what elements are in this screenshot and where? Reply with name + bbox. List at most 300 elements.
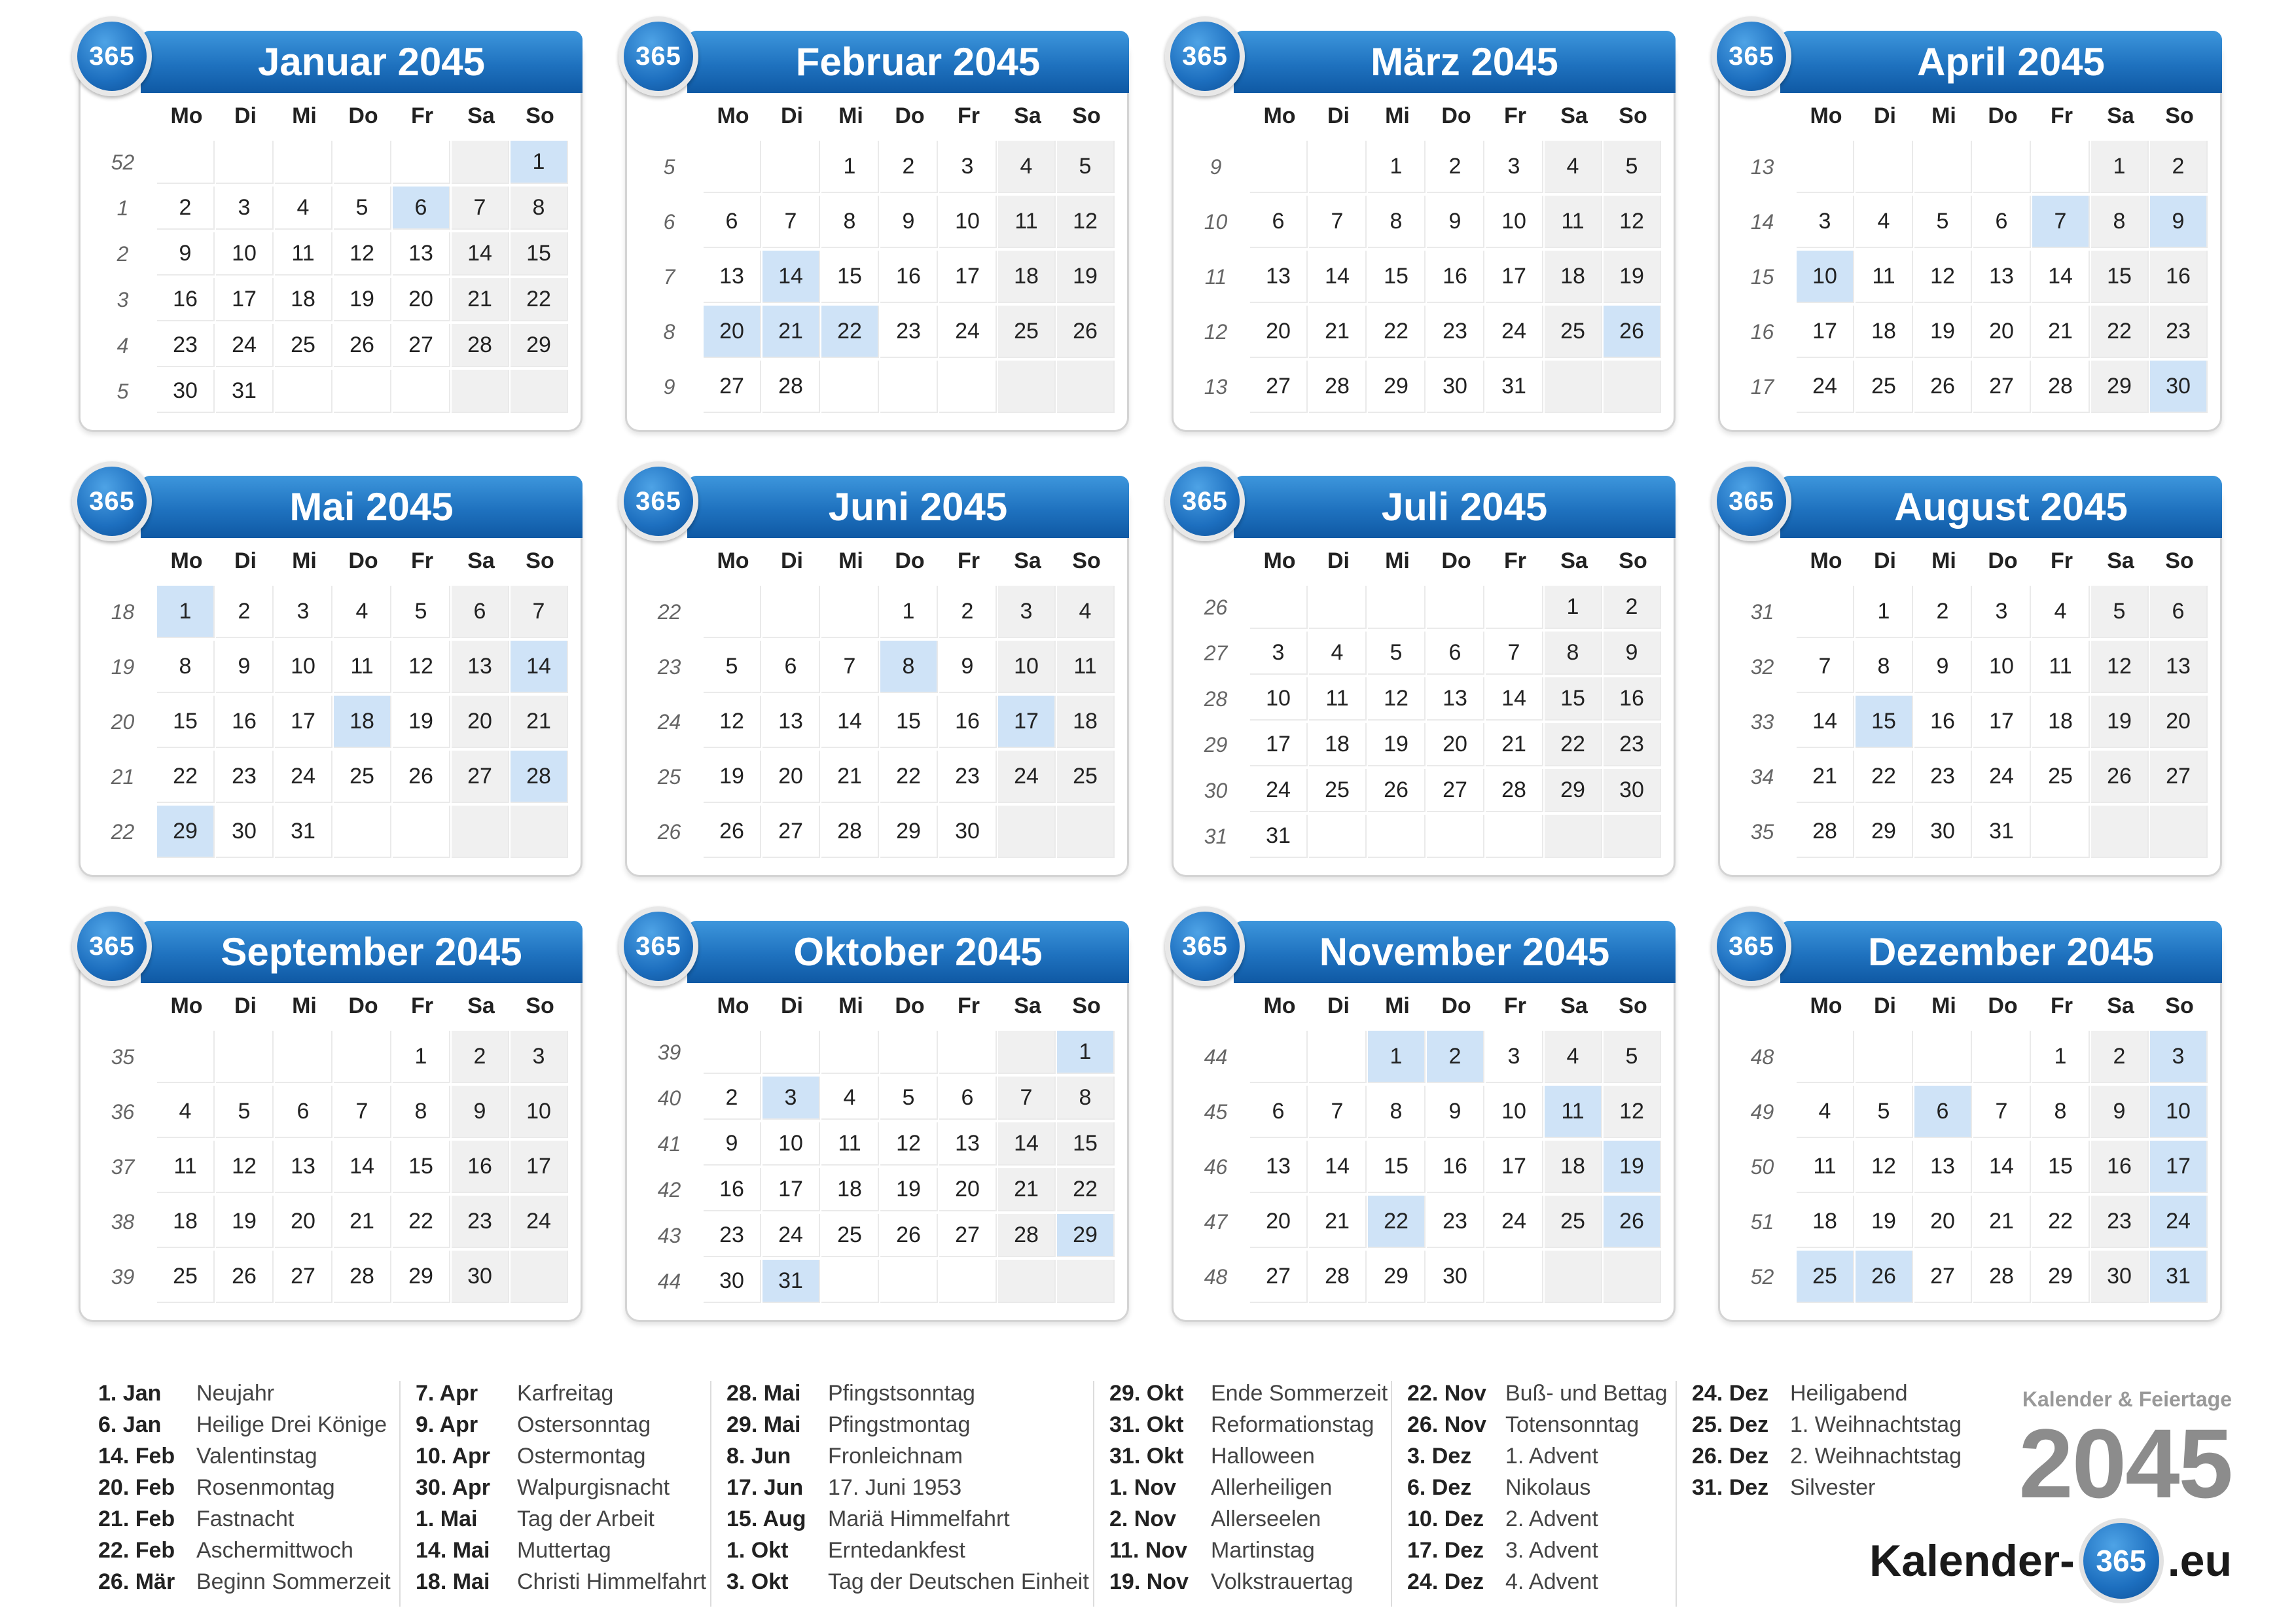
day-cell: 6 — [939, 1077, 997, 1120]
day-cell — [334, 141, 391, 184]
day-cell: 25 — [334, 751, 391, 803]
day-cell: 15 — [157, 696, 215, 748]
day-cell: 7 — [511, 586, 568, 638]
day-cell — [821, 586, 879, 638]
week-number: 34 — [1750, 765, 1774, 789]
day-cell: 12 — [1604, 196, 1661, 248]
day-cell — [452, 806, 509, 858]
week-number: 37 — [111, 1155, 135, 1179]
day-cell: 19 — [2091, 696, 2149, 748]
day-cell: 11 — [821, 1122, 879, 1166]
legend-date: 29. Mai — [726, 1412, 801, 1437]
day-cell: 10 — [275, 641, 332, 693]
weekday-header: Sa — [2107, 548, 2134, 573]
day-cell: 1 — [880, 586, 938, 638]
day-cell: 14 — [762, 251, 820, 303]
weekday-header: Mi — [1385, 103, 1410, 128]
day-cell: 4 — [1057, 586, 1115, 638]
day-cell: 6 — [393, 187, 450, 230]
day-cell: 16 — [216, 696, 274, 748]
day-cell: 3 — [1486, 1031, 1543, 1083]
day-cell: 23 — [1604, 723, 1661, 766]
day-cell — [1604, 1251, 1661, 1303]
day-cell — [511, 1251, 568, 1303]
weekday-header: Di — [781, 103, 803, 128]
legend-holiday-name: 2. Weihnachtstag — [1790, 1444, 1962, 1469]
day-cell: 2 — [1427, 141, 1484, 193]
weekday-header: Di — [781, 993, 803, 1018]
day-cell: 26 — [704, 806, 761, 858]
day-cell: 18 — [821, 1168, 879, 1211]
day-cell: 5 — [880, 1077, 938, 1120]
week-number: 22 — [111, 820, 135, 844]
legend-date: 24. Dez — [1407, 1569, 1484, 1594]
day-cell: 28 — [1486, 769, 1543, 812]
day-cell: 8 — [1856, 641, 1913, 693]
day-cell: 11 — [1545, 196, 1602, 248]
day-cell: 25 — [275, 324, 332, 367]
week-number: 43 — [657, 1224, 681, 1247]
day-cell: 8 — [1368, 1086, 1426, 1138]
day-cell: 24 — [998, 751, 1056, 803]
day-cell — [1545, 361, 1602, 413]
legend-date: 18. Mai — [416, 1569, 490, 1594]
legend-date: 14. Feb — [98, 1444, 175, 1469]
weekday-header: Mo — [170, 993, 203, 1018]
legend-holiday-name: Heilige Drei Könige — [196, 1412, 387, 1437]
week-number: 31 — [1750, 600, 1774, 624]
day-cell: 1 — [511, 141, 568, 184]
day-cell — [939, 361, 997, 413]
weekday-header: Fr — [1504, 993, 1526, 1018]
day-cell: 2 — [1604, 586, 1661, 629]
legend-date: 1. Nov — [1109, 1475, 1177, 1500]
month-card — [625, 13, 1129, 432]
day-cell: 29 — [880, 806, 938, 858]
day-cell: 1 — [157, 586, 215, 638]
weekday-header: Sa — [1560, 103, 1588, 128]
weekday-header: Fr — [411, 103, 433, 128]
day-cell: 3 — [1973, 586, 2031, 638]
day-cell — [1250, 1031, 1308, 1083]
day-cell: 11 — [334, 641, 391, 693]
day-cell: 1 — [1368, 141, 1426, 193]
day-cell: 22 — [2032, 1196, 2090, 1248]
weekday-header: So — [1619, 993, 1647, 1018]
day-cell: 14 — [998, 1122, 1056, 1166]
week-number: 26 — [657, 820, 681, 844]
day-cell — [1797, 586, 1854, 638]
day-cell: 23 — [452, 1196, 509, 1248]
day-cell: 15 — [1368, 251, 1426, 303]
legend-date: 7. Apr — [416, 1381, 478, 1406]
day-cell: 19 — [1604, 251, 1661, 303]
day-cell: 30 — [2150, 361, 2208, 413]
weekday-header: Di — [781, 548, 803, 573]
day-cell: 26 — [1604, 306, 1661, 358]
month-card — [1172, 458, 1676, 877]
day-cell: 21 — [1309, 1196, 1367, 1248]
day-cell: 6 — [1250, 196, 1308, 248]
day-cell: 12 — [2091, 641, 2149, 693]
day-cell: 4 — [275, 187, 332, 230]
day-cell: 21 — [2032, 306, 2090, 358]
day-cell: 6 — [762, 641, 820, 693]
day-cell: 12 — [1604, 1086, 1661, 1138]
day-cell: 9 — [2150, 196, 2208, 248]
day-cell: 25 — [998, 306, 1056, 358]
day-cell: 20 — [1914, 1196, 1972, 1248]
day-cell: 26 — [2091, 751, 2149, 803]
day-cell: 9 — [157, 232, 215, 276]
day-cell: 5 — [216, 1086, 274, 1138]
week-number: 48 — [1204, 1265, 1228, 1289]
week-number: 29 — [1204, 733, 1228, 757]
month-card — [1172, 903, 1676, 1322]
day-cell: 22 — [1856, 751, 1913, 803]
day-cell: 30 — [939, 806, 997, 858]
day-cell: 15 — [880, 696, 938, 748]
week-number: 3 — [117, 288, 129, 312]
week-number: 30 — [1204, 779, 1228, 802]
month-card — [1718, 13, 2222, 432]
legend-holiday-name: Ostersonntag — [517, 1412, 651, 1437]
day-cell: 31 — [216, 370, 274, 413]
legend-divider — [1093, 1381, 1094, 1607]
day-cell: 30 — [1427, 1251, 1484, 1303]
day-cell: 7 — [821, 641, 879, 693]
day-cell: 17 — [1250, 723, 1308, 766]
day-cell: 8 — [157, 641, 215, 693]
day-cell: 24 — [1797, 361, 1854, 413]
legend-holiday-name: Allerheiligen — [1211, 1475, 1333, 1500]
legend-date: 3. Dez — [1407, 1444, 1472, 1469]
day-cell: 1 — [2091, 141, 2149, 193]
day-cell — [511, 370, 568, 413]
day-cell: 8 — [1368, 196, 1426, 248]
day-cell: 19 — [1604, 1141, 1661, 1193]
day-cell: 13 — [393, 232, 450, 276]
day-cell: 30 — [452, 1251, 509, 1303]
day-cell — [1856, 1031, 1913, 1083]
day-cell: 14 — [452, 232, 509, 276]
day-cell: 29 — [1368, 361, 1426, 413]
weekday-header: Di — [1327, 103, 1350, 128]
day-cell: 17 — [2150, 1141, 2208, 1193]
month-title: Juni 2045 — [687, 476, 1129, 538]
day-cell: 22 — [2091, 306, 2149, 358]
badge-365-icon: 365 — [1712, 906, 1791, 986]
day-cell: 1 — [1545, 586, 1602, 629]
day-cell: 17 — [1797, 306, 1854, 358]
legend-date: 11. Nov — [1109, 1538, 1188, 1563]
day-cell: 24 — [1486, 1196, 1543, 1248]
day-cell: 26 — [1604, 1196, 1661, 1248]
day-cell: 7 — [1797, 641, 1854, 693]
day-cell: 31 — [1250, 815, 1308, 858]
legend-divider — [1676, 1381, 1677, 1607]
day-cell: 26 — [1856, 1251, 1913, 1303]
weekday-header: Mi — [838, 993, 863, 1018]
day-cell: 26 — [1368, 769, 1426, 812]
legend-holiday-name: Karfreitag — [517, 1381, 614, 1406]
day-cell: 12 — [334, 232, 391, 276]
badge-365-icon: 365 — [72, 16, 152, 96]
day-cell: 18 — [275, 278, 332, 321]
day-cell: 10 — [511, 1086, 568, 1138]
weekday-header: So — [1072, 993, 1101, 1018]
month-title: Oktober 2045 — [687, 921, 1129, 983]
weekday-header: Do — [895, 993, 925, 1018]
badge-365-icon: 365 — [1712, 461, 1791, 541]
day-cell: 9 — [939, 641, 997, 693]
week-number: 13 — [1204, 375, 1228, 399]
day-cell — [334, 806, 391, 858]
day-cell: 10 — [1486, 196, 1543, 248]
day-cell: 16 — [1427, 1141, 1484, 1193]
day-cell: 16 — [939, 696, 997, 748]
weekday-header: Mi — [292, 103, 317, 128]
day-cell: 16 — [1604, 677, 1661, 721]
week-number: 51 — [1750, 1210, 1774, 1234]
day-cell: 5 — [1856, 1086, 1913, 1138]
day-cell: 13 — [762, 696, 820, 748]
weekday-header: Fr — [411, 993, 433, 1018]
day-cell — [704, 586, 761, 638]
day-cell: 2 — [2150, 141, 2208, 193]
day-cell: 27 — [2150, 751, 2208, 803]
weekday-header: Mi — [838, 103, 863, 128]
weekday-header: Di — [234, 993, 257, 1018]
month-card — [79, 13, 583, 432]
day-cell — [821, 361, 879, 413]
day-cell: 7 — [1973, 1086, 2031, 1138]
day-cell: 10 — [1486, 1086, 1543, 1138]
day-cell: 27 — [1250, 1251, 1308, 1303]
day-cell: 9 — [452, 1086, 509, 1138]
weekday-header: Do — [1441, 548, 1471, 573]
month-title: März 2045 — [1234, 31, 1676, 93]
day-cell: 21 — [1973, 1196, 2031, 1248]
day-cell: 7 — [1486, 632, 1543, 675]
day-cell: 25 — [1545, 1196, 1602, 1248]
day-cell: 16 — [880, 251, 938, 303]
day-cell: 19 — [1856, 1196, 1913, 1248]
legend-date: 9. Apr — [416, 1412, 478, 1437]
day-cell: 23 — [2091, 1196, 2149, 1248]
day-cell: 15 — [2032, 1141, 2090, 1193]
weekday-header: Sa — [1560, 993, 1588, 1018]
weekday-header: Do — [1988, 548, 2018, 573]
legend-holiday-name: Nikolaus — [1505, 1475, 1591, 1500]
weekday-header: Sa — [467, 548, 495, 573]
day-cell: 2 — [704, 1077, 761, 1120]
day-cell: 18 — [1545, 251, 1602, 303]
weekday-header: Mo — [170, 103, 203, 128]
day-cell — [2150, 806, 2208, 858]
legend-holiday-name: Ostermontag — [517, 1444, 646, 1469]
badge-365-icon: 365 — [1165, 16, 1245, 96]
legend-date: 1. Mai — [416, 1507, 478, 1531]
day-cell: 2 — [216, 586, 274, 638]
day-cell: 15 — [821, 251, 879, 303]
week-number: 20 — [111, 710, 135, 734]
day-cell — [1250, 141, 1308, 193]
week-number: 40 — [657, 1086, 681, 1110]
brand-subtitle: Kalender & Feiertage — [2022, 1387, 2232, 1411]
weekday-header: Sa — [1560, 548, 1588, 573]
day-cell: 6 — [1914, 1086, 1972, 1138]
day-cell: 6 — [275, 1086, 332, 1138]
legend-date: 2. Nov — [1109, 1507, 1177, 1531]
week-number: 27 — [1204, 641, 1228, 665]
day-cell: 2 — [1427, 1031, 1484, 1083]
logo-text-right: .eu — [2167, 1536, 2232, 1586]
month-title: Mai 2045 — [141, 476, 583, 538]
day-cell — [1057, 361, 1115, 413]
weekday-header: Sa — [467, 993, 495, 1018]
day-cell — [216, 141, 274, 184]
brand-logo — [1869, 1518, 2232, 1603]
week-number: 28 — [1204, 687, 1228, 711]
holiday-legend — [98, 1381, 1964, 1603]
day-cell: 15 — [1057, 1122, 1115, 1166]
day-cell: 9 — [1427, 1086, 1484, 1138]
day-cell — [275, 370, 332, 413]
legend-date: 17. Jun — [726, 1475, 804, 1500]
legend-holiday-name: Fronleichnam — [828, 1444, 963, 1469]
day-cell: 6 — [704, 196, 761, 248]
day-cell: 25 — [1545, 306, 1602, 358]
day-cell: 28 — [334, 1251, 391, 1303]
legend-holiday-name: Neujahr — [196, 1381, 275, 1406]
day-cell: 20 — [2150, 696, 2208, 748]
day-cell — [2091, 806, 2149, 858]
day-cell: 22 — [1545, 723, 1602, 766]
month-card — [625, 903, 1129, 1322]
week-number: 23 — [657, 655, 681, 679]
day-cell: 27 — [762, 806, 820, 858]
badge-365-icon: 365 — [619, 16, 698, 96]
legend-holiday-name: Mariä Himmelfahrt — [828, 1507, 1010, 1531]
week-number: 50 — [1750, 1155, 1774, 1179]
day-cell — [821, 1260, 879, 1303]
day-cell: 3 — [1486, 141, 1543, 193]
day-cell: 25 — [821, 1214, 879, 1257]
day-cell — [1427, 586, 1484, 629]
weekday-header: Mo — [170, 548, 203, 573]
day-cell — [1604, 361, 1661, 413]
legend-holiday-name: Buß- und Bettag — [1505, 1381, 1668, 1406]
day-cell: 17 — [1486, 251, 1543, 303]
day-cell: 12 — [393, 641, 450, 693]
day-cell: 19 — [216, 1196, 274, 1248]
day-cell: 22 — [1057, 1168, 1115, 1211]
day-cell: 19 — [1914, 306, 1972, 358]
day-cell: 29 — [393, 1251, 450, 1303]
day-cell: 13 — [2150, 641, 2208, 693]
day-cell — [998, 361, 1056, 413]
day-cell — [393, 141, 450, 184]
day-cell: 23 — [1427, 1196, 1484, 1248]
day-cell: 28 — [1309, 1251, 1367, 1303]
day-cell — [1368, 815, 1426, 858]
badge-365-icon: 365 — [619, 461, 698, 541]
legend-divider — [1391, 1381, 1392, 1607]
day-cell: 17 — [1973, 696, 2031, 748]
day-cell: 31 — [275, 806, 332, 858]
legend-holiday-name: Aschermittwoch — [196, 1538, 353, 1563]
day-cell: 1 — [393, 1031, 450, 1083]
legend-date: 31. Dez — [1692, 1475, 1769, 1500]
week-number: 42 — [657, 1178, 681, 1202]
day-cell: 23 — [704, 1214, 761, 1257]
day-cell: 25 — [2032, 751, 2090, 803]
day-cell: 27 — [939, 1214, 997, 1257]
day-cell: 24 — [1486, 306, 1543, 358]
weekday-header: Sa — [1014, 103, 1041, 128]
week-number: 48 — [1750, 1045, 1774, 1069]
day-cell: 20 — [704, 306, 761, 358]
day-cell: 18 — [2032, 696, 2090, 748]
day-cell: 24 — [939, 306, 997, 358]
day-cell — [1309, 141, 1367, 193]
day-cell — [880, 1260, 938, 1303]
day-cell: 14 — [821, 696, 879, 748]
day-cell: 5 — [1604, 141, 1661, 193]
day-cell: 4 — [2032, 586, 2090, 638]
day-cell — [1486, 586, 1543, 629]
legend-holiday-name: Christi Himmelfahrt — [517, 1569, 707, 1594]
day-cell: 18 — [157, 1196, 215, 1248]
day-cell: 16 — [452, 1141, 509, 1193]
day-cell: 20 — [452, 696, 509, 748]
day-cell: 28 — [998, 1214, 1056, 1257]
day-cell — [939, 1260, 997, 1303]
day-cell — [1914, 141, 1972, 193]
weekday-header: So — [2165, 993, 2194, 1018]
day-cell: 24 — [2150, 1196, 2208, 1248]
weekday-header: So — [526, 548, 554, 573]
day-cell: 13 — [1250, 251, 1308, 303]
day-cell: 6 — [2150, 586, 2208, 638]
week-number: 21 — [111, 765, 135, 789]
day-cell: 2 — [2091, 1031, 2149, 1083]
weekday-header: Do — [348, 548, 378, 573]
day-cell: 17 — [1486, 1141, 1543, 1193]
day-cell: 30 — [704, 1260, 761, 1303]
legend-holiday-name: Heiligabend — [1790, 1381, 1908, 1406]
day-cell: 12 — [1856, 1141, 1913, 1193]
day-cell — [880, 1031, 938, 1074]
legend-holiday-name: Valentinstag — [196, 1444, 317, 1469]
legend-holiday-name: Pfingstsonntag — [828, 1381, 975, 1406]
day-cell: 26 — [1914, 361, 1972, 413]
day-cell: 7 — [1309, 196, 1367, 248]
legend-date: 26. Nov — [1407, 1412, 1486, 1437]
legend-date: 20. Feb — [98, 1475, 175, 1500]
day-cell: 20 — [275, 1196, 332, 1248]
day-cell: 8 — [511, 187, 568, 230]
month-title: Februar 2045 — [687, 31, 1129, 93]
day-cell: 21 — [452, 278, 509, 321]
day-cell — [998, 806, 1056, 858]
day-cell: 2 — [452, 1031, 509, 1083]
weekday-header: Fr — [958, 103, 980, 128]
weekday-header: Do — [895, 103, 925, 128]
weekday-header: Fr — [2051, 103, 2073, 128]
legend-divider — [399, 1381, 401, 1607]
